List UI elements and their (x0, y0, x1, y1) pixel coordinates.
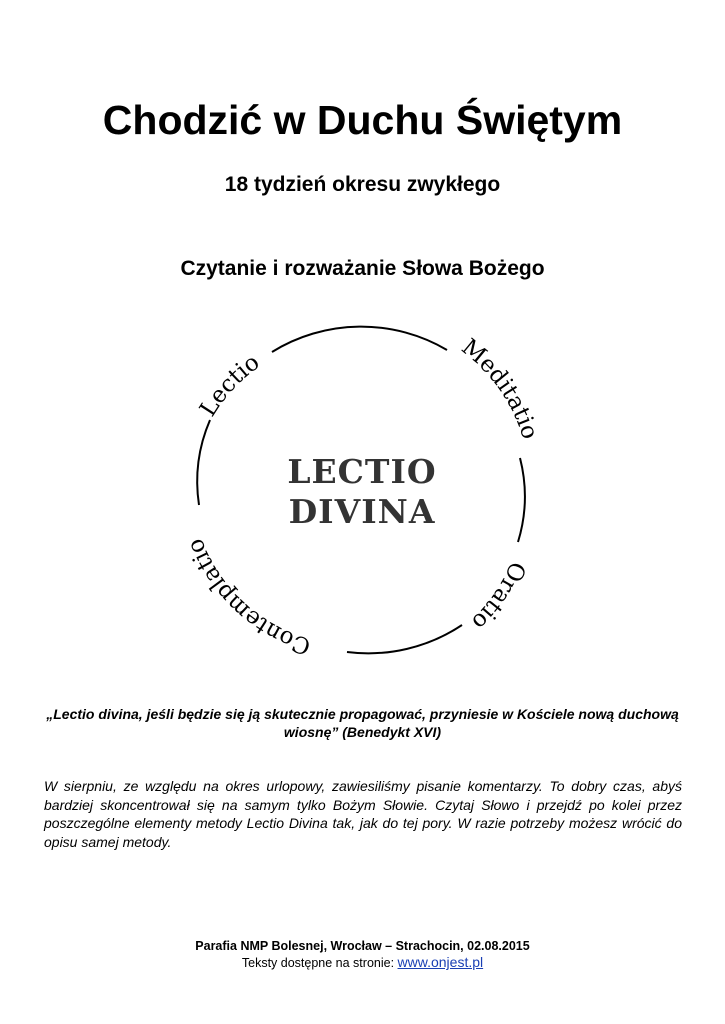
step-label-lectio: Lectio (195, 349, 265, 422)
circle-arc-bottom (347, 625, 462, 653)
footer-website-line (0, 954, 725, 971)
circle-arc-left (197, 420, 210, 505)
circle-arc-top (272, 327, 447, 352)
website-link[interactable]: www.onjest.pl (397, 954, 484, 970)
section-heading: Czytanie i rozważanie Słowa Bożego (180, 257, 545, 280)
circle-arc-right (518, 458, 525, 542)
diagram-center-line2: DIVINA (288, 492, 436, 531)
footer-parish-line: Parafia NMP Bolesnej, Wrocław – Strachocin, 02.08.2015 (195, 939, 530, 953)
body-paragraph: W sierpniu, ze względu na okres urlopowy, zawiesiliśmy pisanie komentarzy. To dobry czas, abyś bardziej skoncentrował się na samym tylko Bożym Słowie. Czytaj Słowo i przejdź po kolei przez poszczególne elementy metody Lectio Divina tak, jak do tej pory. W razie potrzeby możesz wrócić do opisu samej metody. (44, 778, 682, 850)
step-label-oratio: Oratio (466, 557, 531, 635)
step-label-meditatio: Meditatio (456, 334, 543, 443)
diagram-center-line1: LECTIO (287, 452, 437, 491)
quote-text: „Lectio divina, jeśli będzie się ją skutecznie propagować, przyniesie w Kościele nową duchową wiosnę” (Benedykt XVI) (46, 706, 679, 740)
footer (0, 938, 725, 971)
footer-website-prefix: Teksty dostępne na stronie: (241, 956, 398, 970)
lectio-divina-diagram (172, 310, 552, 680)
step-label-contemplatio: Contemplatio (182, 534, 314, 660)
page-subtitle: 18 tydzień okresu zwykłego (224, 173, 501, 196)
page-title: Chodzić w Duchu Świętym (102, 97, 623, 143)
